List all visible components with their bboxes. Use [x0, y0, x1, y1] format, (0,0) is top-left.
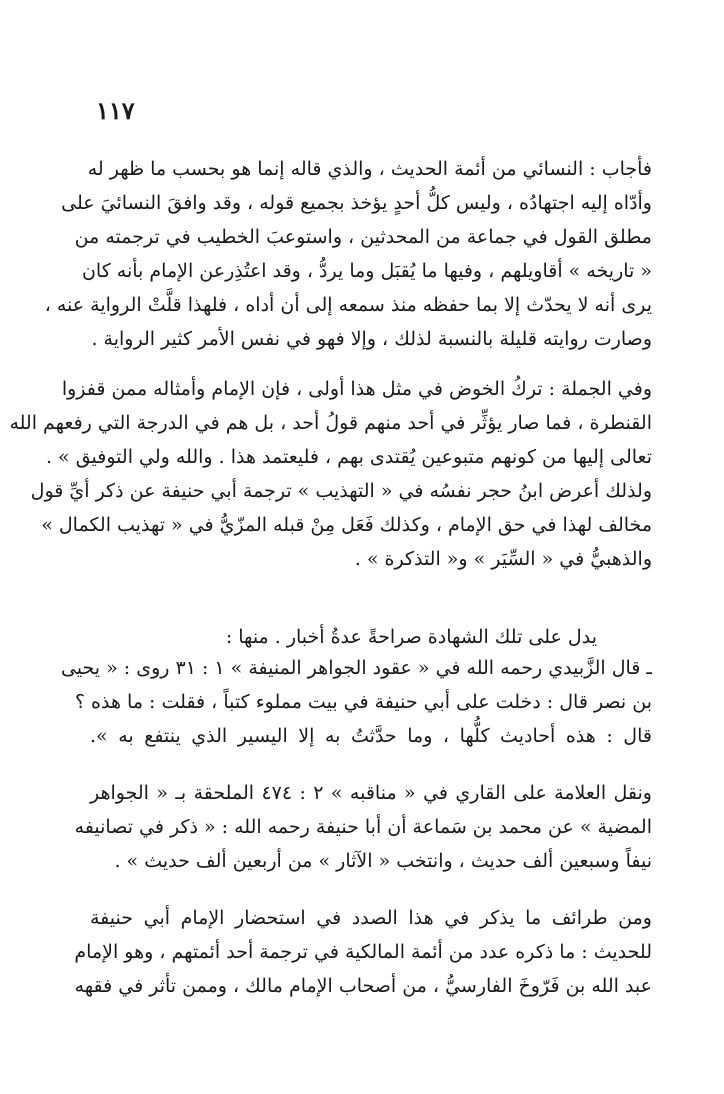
paragraph-zabidi-quote [60, 651, 652, 753]
text-line: وفي الجملة : تركُ الخوض في مثل هذا أولى ، فإن الإمام وأمثاله ممن قفزوا [61, 378, 652, 400]
text-line: المضية » عن محمد بن سَماعة أن أبا حنيفة رحمه الله : « ذكر في تصانيفه [74, 816, 652, 838]
text-line: فأجاب : النسائي من أئمة الحديث ، والذي قاله إنما هو بحسب ما ظهر له [87, 158, 652, 180]
text-line: ـ قال الزَّبيدي رحمه الله في « عقود الجواهر المنيفة » ١ : ٣١ روى : « يحيى [60, 657, 652, 679]
text-line: ونقل العلامة على القاري في « مناقبه » ٢ : ٤٧٤ الملحقة بـ « الجواهر [90, 782, 652, 804]
page-number: ١١٧ [96, 96, 135, 125]
text-line: والذهبيُّ في « السِّيَر » و« التذكرة » . [354, 548, 652, 570]
text-line: مطلق القول في جماعة من المحدثين ، واستوعبَ الخطيب في ترجمته من [74, 226, 652, 248]
paragraph-qari-quote [74, 776, 652, 878]
text-line: القنطرة ، فما صار يؤثِّر في أحد منهم قولُ أحد ، بل هم في الدرجة التي رفعهم الله [9, 412, 652, 434]
text-line: نيفاً وسبعين ألف حديث ، وانتخب « الآثار » من أربعين ألف حديث » . [114, 850, 652, 872]
paragraph-evidence-intro [90, 620, 652, 654]
text-line: قال : هذه أحاديث كلُّها ، وما حدَّثتُ به إلا اليسير الذي ينتفع به ». [90, 725, 652, 747]
text-line: وأدّاه إليه اجتهادُه ، وليس كلُّ أحدٍ يؤخذ بجميع قوله ، وقد وافقَ النسائيَ على [61, 192, 652, 214]
text-line: يرى أنه لا يحدّث إلا بما حفظه منذ سمعه إلى أن أداه ، فلهذا قلَّتْ الرواية عنه ، [44, 294, 652, 316]
text-line: تعالى إليها من كونهم متبوعين يُقتدى بهم ، فليعتمد هذا . والله ولي التوفيق » . [45, 446, 652, 468]
paragraph-anecdote [74, 901, 652, 1003]
text-line: ولذلك أعرض ابنُ حجر نفسُه في « التهذيب » ترجمة أبي حنيفة عن ذكر أيِّ قول [30, 480, 652, 502]
text-line: « تاريخه » أقاويلهم ، وفيها ما يُقبَل وما يردُّ ، وقد اعتُذِرعن الإمام بأنه كان [81, 260, 652, 282]
text-line: بن نصر قال : دخلت على أبي حنيفة في بيت مملوء كتباً ، فقلت : ما هذه ؟ [74, 691, 652, 713]
text-line: مخالف لهذا في حق الإمام ، وكذلك فَعَل مِنْ قبله المزّيُّ في « تهذيب الكمال » [41, 514, 652, 536]
text-line: يدل على تلك الشهادة صراحةً عدةُ أخبار . منها : [225, 626, 597, 648]
paragraph-in-summary [9, 372, 652, 576]
text-line: للحديث : ما ذكره عدد من أئمة المالكية في ترجمة أحد أئمتهم ، وهو الإمام [74, 941, 652, 963]
text-line: وصارت روايته قليلة بالنسبة لذلك ، وإلا فهو في نفس الأمر كثير الرواية . [91, 328, 652, 350]
text-line: عبد الله بن فَرّوخَ الفارسيُّ ، من أصحاب الإمام مالك ، وممن تأثر في فقهه [74, 975, 652, 997]
paragraph-answer [44, 152, 652, 356]
text-line: ومن طرائف ما يذكر في هذا الصدد في استحضار الإمام أبي حنيفة [90, 907, 652, 929]
